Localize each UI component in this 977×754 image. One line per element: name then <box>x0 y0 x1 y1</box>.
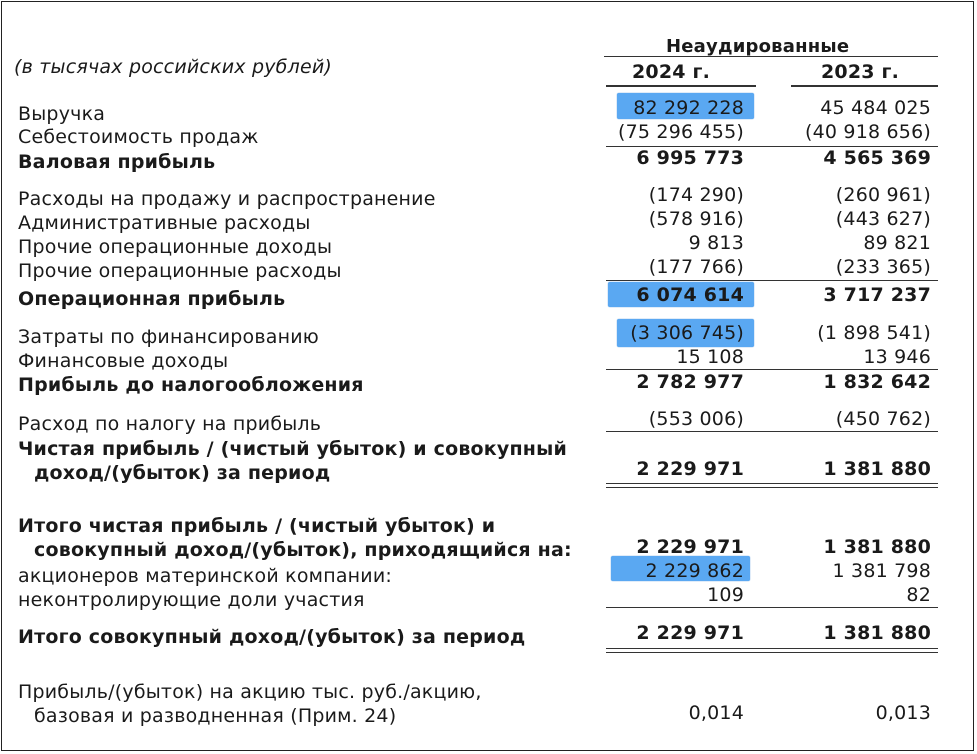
row-value-2023-cost-of-sales: (40 918 656) <box>804 121 931 143</box>
row-value-2023-non-controlling: 82 <box>906 584 931 606</box>
row-value-2024-selling-expenses: (174 290) <box>648 184 744 206</box>
row-value-2023-profit-before-tax: 1 832 642 <box>823 371 931 393</box>
row-value-2024-admin-expenses: (578 916) <box>648 208 744 230</box>
row-value-2024-profit-before-tax: 2 782 977 <box>636 371 744 393</box>
row-value-2023-finance-costs: (1 898 541) <box>817 322 931 344</box>
column-header-underline-2 <box>791 85 938 87</box>
row-value-2023-operating-profit: 3 717 237 <box>823 284 931 306</box>
row-value-2023-gross-profit: 4 565 369 <box>823 147 931 169</box>
row-value-2024-net-profit: 2 229 971 <box>636 458 744 480</box>
column-header-2023: 2023 г. <box>821 61 900 83</box>
row-label-admin-expenses: Административные расходы <box>18 212 311 234</box>
row-label-other-income: Прочие операционные доходы <box>18 236 333 258</box>
units-note: (в тысячах российских рублей) <box>14 56 332 78</box>
row-value-2024-eps: 0,014 <box>688 702 744 724</box>
row-label-cost-of-sales: Себестоимость продаж <box>18 126 259 148</box>
row-label-selling-expenses: Расходы на продажу и распространение <box>18 188 436 210</box>
rule-after-other-expenses <box>606 280 938 281</box>
row-value-2023-parent-shareholders: 1 381 798 <box>832 560 931 582</box>
row-label-finance-income: Финансовые доходы <box>18 350 229 372</box>
row-value-2023-other-expenses: (233 365) <box>835 256 931 278</box>
row-label-parent-shareholders: акционеров материнской компании: <box>18 565 392 587</box>
row-value-2024-finance-income: 15 108 <box>676 346 744 368</box>
row-value-2023-total-comprehensive: 1 381 880 <box>823 622 931 644</box>
row-value-2023-total-net-profit: 1 381 880 <box>823 536 931 558</box>
row-value-2024-total-comprehensive: 2 229 971 <box>636 622 744 644</box>
row-value-2024-other-income: 9 813 <box>688 232 744 254</box>
row-value-2024-parent-shareholders: 2 229 862 <box>645 560 744 582</box>
row-value-2024-cost-of-sales: (75 296 455) <box>617 121 744 143</box>
rule-after-non-controlling <box>606 607 938 608</box>
double-rule-total-comprehensive <box>606 648 938 653</box>
row-label-profit-before-tax: Прибыль до налогообложения <box>18 374 364 396</box>
row-label-total-comprehensive: Итого совокупный доход/(убыток) за период <box>18 626 526 648</box>
row-value-2023-net-profit: 1 381 880 <box>823 458 931 480</box>
rule-after-income-tax <box>606 431 938 432</box>
row-value-2023-income-tax: (450 762) <box>835 408 931 430</box>
row-value-2024-operating-profit: 6 074 614 <box>636 284 744 306</box>
double-rule-net-profit <box>606 483 938 488</box>
audit-status-header: Неаудированные <box>666 36 850 57</box>
row-label-income-tax: Расход по налогу на прибыль <box>18 413 322 435</box>
row-value-2024-income-tax: (553 006) <box>648 408 744 430</box>
row-label-gross-profit: Валовая прибыль <box>18 151 216 173</box>
rule-after-finance-income <box>606 369 938 370</box>
row-value-2023-finance-income: 13 946 <box>863 346 931 368</box>
row-value-2023-selling-expenses: (260 961) <box>835 184 931 206</box>
row-label-other-expenses: Прочие операционные расходы <box>18 260 342 282</box>
row-label-total-net-profit-cont: совокупный доход/(убыток), приходящийся на: <box>34 539 572 561</box>
row-label-eps: Прибыль/(убыток) на акцию тыс. руб./акцию, <box>18 681 482 703</box>
row-label-total-net-profit: Итого чистая прибыль / (чистый убыток) и <box>18 515 496 537</box>
row-value-2024-finance-costs: (3 306 745) <box>630 322 744 344</box>
row-value-2023-admin-expenses: (443 627) <box>835 208 931 230</box>
row-label-net-profit-cont: доход/(убыток) за период <box>34 462 331 484</box>
row-value-2023-other-income: 89 821 <box>863 232 931 254</box>
header-rule <box>604 56 938 57</box>
column-header-2024: 2024 г. <box>632 61 711 83</box>
column-header-underline-1 <box>606 85 756 87</box>
row-value-2024-revenue: 82 292 228 <box>633 97 744 119</box>
row-value-2024-gross-profit: 6 995 773 <box>636 147 744 169</box>
row-label-finance-costs: Затраты по финансированию <box>18 326 319 348</box>
row-label-eps-cont: базовая и разводненная (Прим. 24) <box>34 705 397 727</box>
row-value-2023-eps: 0,013 <box>875 702 931 724</box>
row-value-2024-other-expenses: (177 766) <box>648 256 744 278</box>
row-label-non-controlling: неконтролирующие доли участия <box>18 589 365 611</box>
row-label-net-profit: Чистая прибыль / (чистый убыток) и совокупный <box>18 438 568 460</box>
row-label-revenue: Выручка <box>18 103 106 125</box>
row-label-operating-profit: Операционная прибыль <box>18 288 286 310</box>
row-value-2024-non-controlling: 109 <box>707 584 744 606</box>
row-value-2024-total-net-profit: 2 229 971 <box>636 536 744 558</box>
row-value-2023-revenue: 45 484 025 <box>820 97 931 119</box>
